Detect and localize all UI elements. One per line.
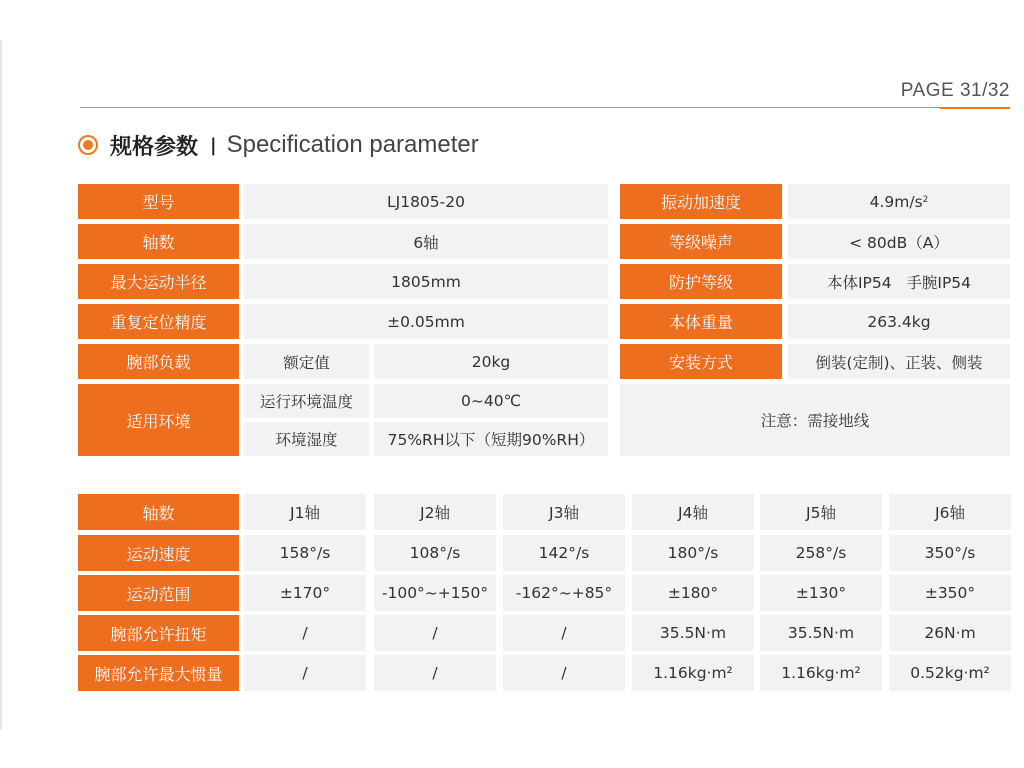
axis-cell: -162°~+85°	[503, 575, 625, 611]
axis-cell: /	[244, 655, 366, 691]
spec-env-label: 适用环境	[78, 384, 239, 456]
axis-cell: ±130°	[760, 575, 882, 611]
spec-repeat-value: ±0.05mm	[244, 304, 608, 339]
axis-row-label: 运动范围	[78, 575, 239, 611]
axis-cell: 0.52kg·m²	[889, 655, 1011, 691]
spec-ground-note: 注意：需接地线	[620, 384, 1010, 456]
axis-cell: 258°/s	[760, 535, 882, 571]
axis-cell: /	[503, 655, 625, 691]
spec-mount-value: 倒装(定制)、正装、侧装	[788, 344, 1010, 379]
spec-env-temp-value: 0~40℃	[374, 384, 608, 418]
axis-cell: 35.5N·m	[760, 615, 882, 651]
axis-cell: 35.5N·m	[632, 615, 754, 651]
axis-cell: 142°/s	[503, 535, 625, 571]
axis-cell: /	[503, 615, 625, 651]
axis-cell: /	[374, 615, 496, 651]
axis-col-header: J3轴	[503, 494, 625, 530]
spec-vibration-value: 4.9m/s $^2$	[788, 184, 1010, 219]
spec-noise-value: < 80dB（A）	[788, 224, 1010, 259]
spec-mount-label: 安装方式	[620, 344, 782, 379]
spec-reach-label: 最大运动半径	[78, 264, 239, 299]
axis-row-label: 腕部允许最大惯量	[78, 655, 239, 691]
spec-payload-value: 20kg	[374, 344, 608, 379]
spec-protection-value: 本体IP54 手腕IP54	[788, 264, 1010, 299]
spec-weight-value: 263.4kg	[788, 304, 1010, 339]
axis-cell: 26N·m	[889, 615, 1011, 651]
spec-env-hum-sub: 环境湿度	[244, 422, 369, 456]
axis-cell: 108°/s	[374, 535, 496, 571]
spec-axes-label: 轴数	[78, 224, 239, 259]
spec-vibration-label: 振动加速度	[620, 184, 782, 219]
spec-env-hum-value: 75%RH以下（短期90%RH）	[374, 422, 608, 456]
spec-reach-value: 1805mm	[244, 264, 608, 299]
spec-payload-label: 腕部负载	[78, 344, 239, 379]
axis-col-header: J5轴	[760, 494, 882, 530]
axis-cell: ±180°	[632, 575, 754, 611]
axis-cell: 1.16kg·m²	[632, 655, 754, 691]
spec-model-value: LJ1805-20	[244, 184, 608, 219]
axis-header-label: 轴数	[78, 494, 239, 530]
header-rule	[80, 107, 1010, 108]
axis-col-header: J4轴	[632, 494, 754, 530]
title-english: Specification parameter	[226, 131, 479, 158]
header-rule-accent	[940, 107, 1010, 109]
axis-row-label: 腕部允许扭矩	[78, 615, 239, 651]
bullet-circle-icon	[78, 135, 98, 155]
axis-cell: ±350°	[889, 575, 1011, 611]
axis-col-header: J2轴	[374, 494, 496, 530]
spec-payload-sub: 额定值	[244, 344, 369, 379]
spec-noise-label: 等级噪声	[620, 224, 782, 259]
axis-cell: 180°/s	[632, 535, 754, 571]
axis-col-header: J6轴	[889, 494, 1011, 530]
axis-cell: /	[244, 615, 366, 651]
axis-cell: /	[374, 655, 496, 691]
section-title	[78, 128, 479, 162]
page-edge-strip	[0, 40, 2, 730]
title-separator: |	[210, 134, 217, 156]
spec-protection-label: 防护等级	[620, 264, 782, 299]
spec-repeat-label: 重复定位精度	[78, 304, 239, 339]
axis-cell: 350°/s	[889, 535, 1011, 571]
spec-env-temp-sub: 运行环境温度	[244, 384, 369, 418]
spec-axes-value: 6轴	[244, 224, 608, 259]
axis-cell: ±170°	[244, 575, 366, 611]
axis-cell: 158°/s	[244, 535, 366, 571]
axis-cell: -100°~+150°	[374, 575, 496, 611]
axis-row-label: 运动速度	[78, 535, 239, 571]
title-chinese: 规格参数	[110, 134, 199, 160]
axis-cell: 1.16kg·m²	[760, 655, 882, 691]
spec-weight-label: 本体重量	[620, 304, 782, 339]
page-number: PAGE 31/32	[900, 80, 1010, 101]
spec-model-label: 型号	[78, 184, 239, 219]
axis-col-header: J1轴	[244, 494, 366, 530]
